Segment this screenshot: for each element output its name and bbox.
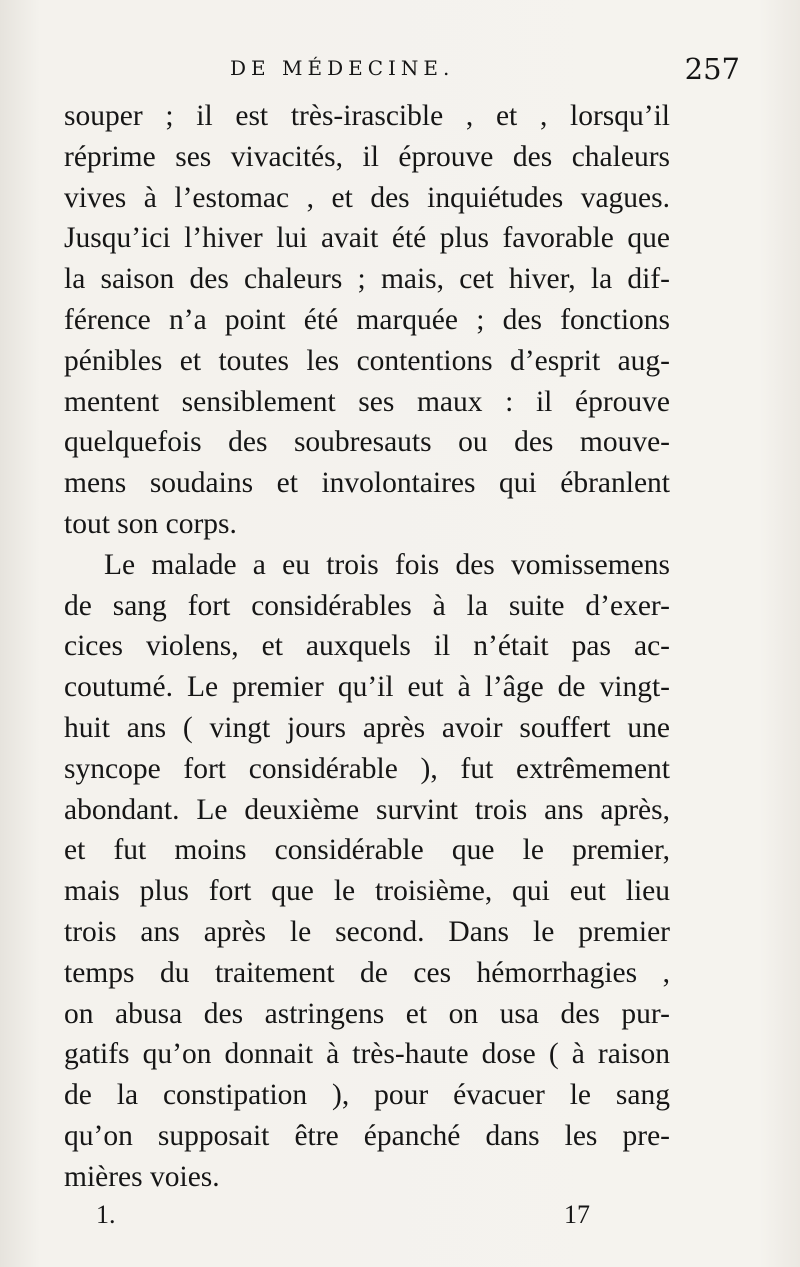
sheet-number: 17: [564, 1200, 590, 1229]
text-line: souper ; il est très-irascible , et , lorsqu’il: [64, 100, 670, 132]
page-header: [60, 52, 740, 92]
text-line: de sang fort considérables à la suite d’exer-: [64, 589, 670, 622]
text-line: de la constipation ), pour évacuer le sang: [64, 1079, 670, 1112]
paragraph: [64, 96, 670, 545]
page-number: 257: [684, 52, 740, 86]
text-line: mières voies.: [64, 1160, 220, 1193]
text-line: cices violens, et auxquels il n’était pas ac-: [64, 630, 670, 663]
text-line: on abusa des astringens et on usa des pur-: [64, 997, 670, 1030]
text-line: férence n’a point été marquée ; des fonctions: [64, 303, 670, 336]
text-line: mais plus fort que le troisième, qui eut lieu: [64, 875, 670, 908]
text-line: abondant. Le deuxième survint trois ans après,: [64, 793, 670, 826]
text-line: tout son corps.: [64, 507, 237, 540]
text-line: Jusqu’ici l’hiver lui avait été plus favorable que: [64, 222, 670, 255]
page-footer: [96, 1200, 596, 1236]
text-line: la saison des chaleurs ; mais, cet hiver, la dif-: [64, 263, 670, 296]
text-line: et fut moins considérable que le premier,: [64, 834, 670, 867]
text-line: qu’on supposait être épanché dans les pre-: [64, 1119, 670, 1152]
text-line: trois ans après le second. Dans le premier: [64, 915, 670, 948]
text-line: syncope fort considérable ), fut extrêmement: [64, 752, 670, 785]
text-line: quelquefois des soubresauts ou des mouve-: [64, 426, 670, 459]
text-line: mens soudains et involontaires qui ébranlent: [64, 467, 670, 500]
text-line: temps du traitement de ces hémorrhagies ,: [64, 956, 670, 989]
signature-mark: 1.: [96, 1200, 116, 1229]
text-line: Le malade a eu trois fois des vomissemens: [104, 548, 670, 581]
text-line: réprime ses vivacités, il éprouve des chaleurs: [64, 140, 670, 173]
body-text: [64, 96, 670, 1198]
text-line: huit ans ( vingt jours après avoir souffert une: [64, 711, 670, 744]
text-line: vives à l’estomac , et des inquiétudes vagues.: [64, 181, 670, 214]
text-line: coutumé. Le premier qu’il eut à l’âge de vingt-: [64, 671, 670, 704]
paragraph: [64, 545, 670, 1198]
text-line: gatifs qu’on donnait à très-haute dose ( à raison: [64, 1038, 670, 1071]
running-title: DE MÉDECINE.: [230, 56, 455, 80]
text-line: pénibles et toutes les contentions d’esprit aug-: [64, 344, 670, 377]
text-line: mentent sensiblement ses maux : il éprouve: [64, 385, 670, 418]
